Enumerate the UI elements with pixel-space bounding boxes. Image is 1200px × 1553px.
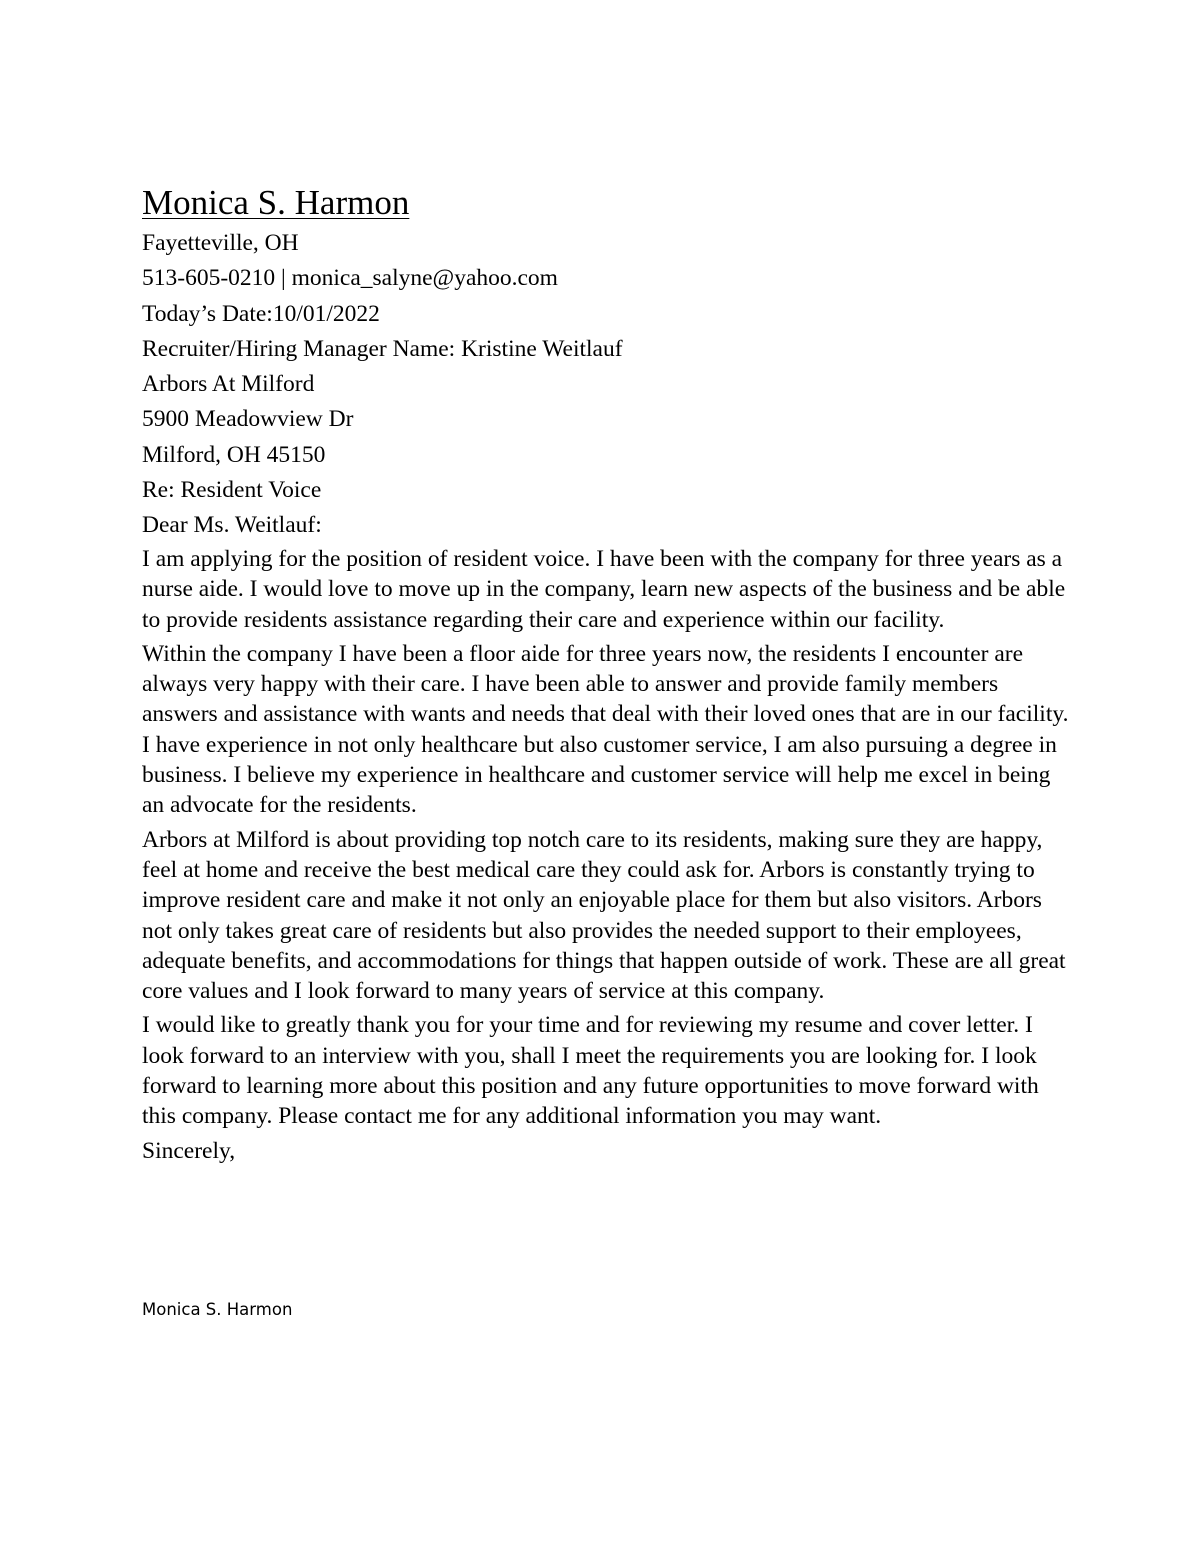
company-name: Arbors At Milford (142, 371, 315, 398)
sender-location: Fayetteville, OH (142, 230, 299, 256)
letter-date: Today’s Date:10/01/2022 (142, 300, 380, 327)
salutation: Dear Ms. Weitlauf: (142, 512, 322, 539)
letter-header-block (142, 226, 1072, 544)
letter-page (142, 0, 1072, 1553)
recruiter-name: Recruiter/Hiring Manager Name: Kristine Weitlauf (142, 335, 623, 362)
subject-line: Re: Resident Voice (142, 477, 322, 504)
body-paragraph-experience: Within the company I have been a floor aide for three years now, the residents I encounter are always very happy with their care. I have been able to answer and provide family members answers and assistance with wants and needs that deal with their loved ones that are in our facility. I have experience in not only healthcare but also customer service, I am also pursuing a degree in business. I believe my experience in healthcare and customer service will help me excel in being an advocate for the residents. (142, 640, 1069, 819)
body-paragraph-intro: I am applying for the position of resident voice. I have been with the company for three years as a nurse aide. I would love to move up in the company, learn new aspects of the business and be able to provide residents assistance regarding their care and experience within our facility. (142, 546, 1066, 633)
closing-line: Sincerely, (142, 1137, 236, 1164)
signature-name: Monica S. Harmon (142, 1300, 293, 1319)
company-city: Milford, OH 45150 (142, 441, 326, 468)
body-paragraph-thanks: I would like to greatly thank you for your time and for reviewing my resume and cover letter. I look forward to an interview with you, shall I meet the requirements you are looking for. I look forward to learning more about this position and any future opportunities to move forward with this company. Please contact me for any additional information you may want. (142, 1012, 1039, 1130)
letter-body (142, 544, 1072, 1166)
sender-name-heading: Monica S. Harmon (142, 183, 410, 222)
company-street: 5900 Meadowview Dr (142, 406, 354, 433)
sender-contact: 513-605-0210 | monica_salyne@yahoo.com (142, 265, 558, 292)
body-paragraph-company: Arbors at Milford is about providing top notch care to its residents, making sure they are happy, feel at home and receive the best medical care they could ask for. Arbors is constantly trying to improve resident care and make it not only an enjoyable place for them but also visitors. Arbors not only takes great care of residents but also provides the needed support to their employees, adequate benefits, and accommodations for things that happen outside of work. These are all great core values and I look forward to many years of service at this company. (142, 826, 1066, 1005)
